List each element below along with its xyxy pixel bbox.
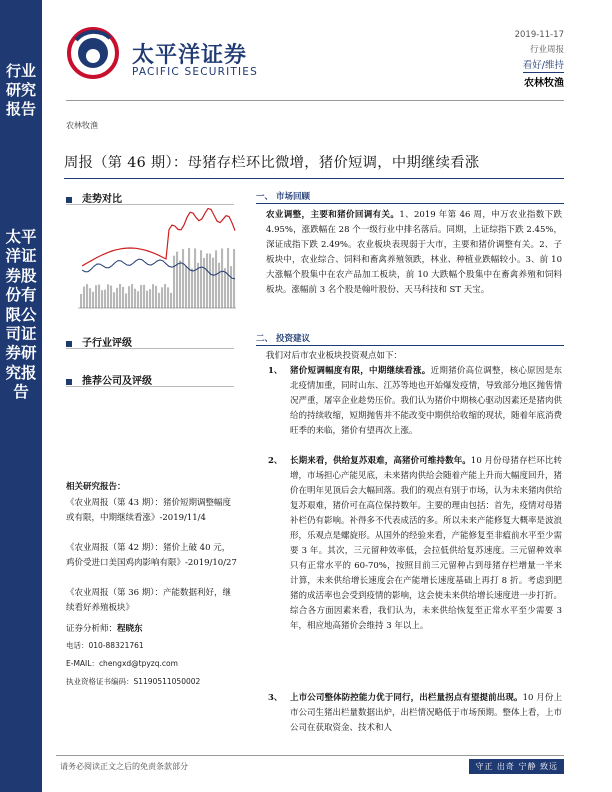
chart-bar [134,289,136,308]
header-sector: 农林牧渔 [524,78,564,89]
chart-bar [212,258,214,308]
chart-bar [110,286,112,309]
chart-bar [89,288,91,308]
recommend-heading: 推荐公司及评级 [66,372,152,387]
chart-bar [194,248,196,308]
chart-bar [95,285,97,308]
section-investment-advice: 二、 投资建议 [256,334,310,344]
chart-bar [122,287,124,308]
chart-bar [215,250,217,308]
chart-bar [131,284,133,308]
chart-bar [140,285,142,308]
square-bullet-icon [66,341,72,347]
chart-bar [230,266,232,308]
chart-bar [218,263,220,308]
chart-bar [209,254,211,308]
brand-name-en: PACIFIC SECURITIES [132,66,259,78]
chart-bar [185,266,187,308]
advice-item: 3、 上市公司整体防控能力优于同行，出栏量拐点有望提前出现。10 月份上市公司生猪出栏量数据出炉，出栏情况略低于市场预期。整体上看，上市公司在获取资金、技术和人 [268,693,563,733]
header-divider [66,100,564,101]
chart-bar [143,285,145,308]
chart-bar [101,290,103,308]
chart-bar [176,252,178,308]
trend-chart [66,206,242,326]
related-reports-heading: 相关研究报告： [66,482,126,492]
chart-bar [86,284,88,308]
chart-bar [119,284,121,308]
chart-bar [149,289,151,308]
analyst-phone: 电话：010-88321761 [66,641,144,650]
chart-bar [80,294,82,308]
chart-bar [179,261,181,309]
chart-bar [146,291,148,308]
section-rule [66,348,234,349]
section-market-review: 一、 市场回顾 [256,192,310,202]
chart-bar [227,248,229,308]
chart-bar [137,291,139,308]
chart-bar [182,249,184,308]
advice-item: 1、 猪价短调幅度有限，中期继续看涨。近期猪价高位调整，核心原因是东北疫情加重，同时山东、江苏等地也开始爆发疫情，导致部分地区抛售情况严重，屠宰企业趁势压价。我们认为猪价中期核心驱动因素还是猪肉供给的持续收缩，短期抛售并不能改变中期供给收缩的现状，随着年底消费旺季的来临，猪价有望再次上涨。 [268,366,563,436]
chart-bar [128,286,130,308]
chart-bar [200,250,202,308]
market-review-paragraph: 农业调整，主要和猪价回调有关。1、2019 年第 46 周，申万农业指数下跌 4.95%，涨跌幅在 28 个一级行业中排名落后。同期，上证综指下跌 2.45%，深证成指下跌 2.49%。农业板块表现弱于大市，主要和猪价调整有关。2、子板块中，农业综合、饲料和畜禽养殖领跌，林业、种植业跌幅较小。3、前 10 大涨幅个股集中在农产品加工板块，前 10 大跌幅个股集中在畜禽养殖和饲料板块。涨幅前 3 名个股是翰叶股份、天马科技和 ST 天宝。 [266,210,562,295]
sector-label: 农林牧渔 [66,121,98,130]
square-bullet-icon [66,379,72,385]
footer-divider [56,755,564,756]
chart-bar [125,293,127,308]
report-title: 周报（第 46 期）：母猪存栏环比微增，猪价短调，中期继续看涨 [64,155,480,171]
band-label-company: 太平洋证券股份有限公司证券研究报告 [5,228,37,402]
chart-bar [191,269,193,309]
chart-line-sector [82,209,235,266]
chart-bar [224,268,226,308]
chart-bar [167,287,169,308]
footer-disclaimer: 请务必阅读正文之后的免责条款部分 [60,762,188,771]
pacific-logo-icon [66,26,120,80]
related-report-item: 《农业周报（第 43 期）：猪价短期调整幅度或有限，中期继续看涨》-2019/11/4 [66,498,231,523]
section-rule [256,345,564,346]
footer-motto: 守正 出奇 宁静 致远 [469,759,564,774]
chart-bar [113,292,115,308]
chart-bar [116,288,118,308]
header-meta [515,28,564,91]
advice-item: 2、 长期来看，供给复苏艰难，高猪价可维持数年。10 月份母猪存栏环比转增，市场担心产能见底，未来猪肉供给会随着产能上升而大幅度回升，猪价在明年见顶后会大幅回落。我们的观点有别于市场，认为未来猪肉供给复苏艰难，猪价可在高位保持数年。主要的理由包括：首先，疫情对母猪补栏仍有影响。补得多不代表成活的多。所以未来产能修复大概率是波浪形，乐观点是螺旋形。从国外的经验来看，产能修复至非瘟前水平至少需要 3 年。其次，三元留种效率低，会拉低供给复苏速度。三元留种效率只有正常水平的 60-70%，按照目前三元留种占到母猪存栏增量一半来计算，未来供给增长速度会在产能增长速度基础上再打 8 折。考虑到肥猪的成活率也会受到疫情的影响，这会使未来供给增长速度进一步打折。综合各方面因素来看，我们认为，未来供给恢复至正常水平至少需要 3 年，相应地高猪价会维持 3 年以上。 [268,456,563,631]
chart-bar [161,287,163,308]
trend-section-heading: 走势对比 [66,190,122,205]
analyst: 证券分析师：程晓东 [66,624,143,634]
chart-bar [206,253,208,308]
report-type: 行业周报 [529,45,564,55]
chart-bar [92,292,94,308]
chart-bar [221,249,223,309]
chart-bar [104,290,106,308]
advice-intro: 我们对后市农业板块投资观点如下： [266,351,403,361]
chart-bar [158,293,160,308]
section-rule [66,204,234,205]
analyst-cert: 执业资格证书编码：S1190511050002 [66,677,201,686]
chart-bar [197,263,199,308]
report-date: 2019-11-17 [514,30,564,40]
rating: 看好/维持 [522,60,564,71]
chart-bar [170,293,172,308]
band-label-report: 行业研究报告 [5,62,36,118]
square-bullet-icon [66,197,72,203]
brand-name-cn: 太平洋证券 [132,43,248,68]
chart-bar [203,258,205,308]
chart-bar [98,285,100,308]
section-rule [66,386,234,387]
chart-bar [164,284,166,308]
sub-rating-heading: 子行业评级 [66,334,132,349]
chart-bar [83,287,85,309]
chart-bar [152,284,154,308]
chart-bar [107,284,109,308]
chart-bar [188,248,190,308]
chart-volume-bars [80,248,235,308]
chart-bar [155,286,157,308]
related-report-item: 《农业周报（第 36 期）：产能数据利好，继续看好养殖板块》 [66,588,231,613]
section-rule [256,203,564,204]
chart-bar [173,256,175,308]
analyst-email: E-MAIL：chengxd@tpyzq.com [66,659,178,668]
title-divider [64,178,564,179]
related-report-item: 《农业周报（第 42 期）：猪价上破 40 元，鸡价受进口美国鸡肉影响有限》-2019/10/27 [66,543,237,568]
